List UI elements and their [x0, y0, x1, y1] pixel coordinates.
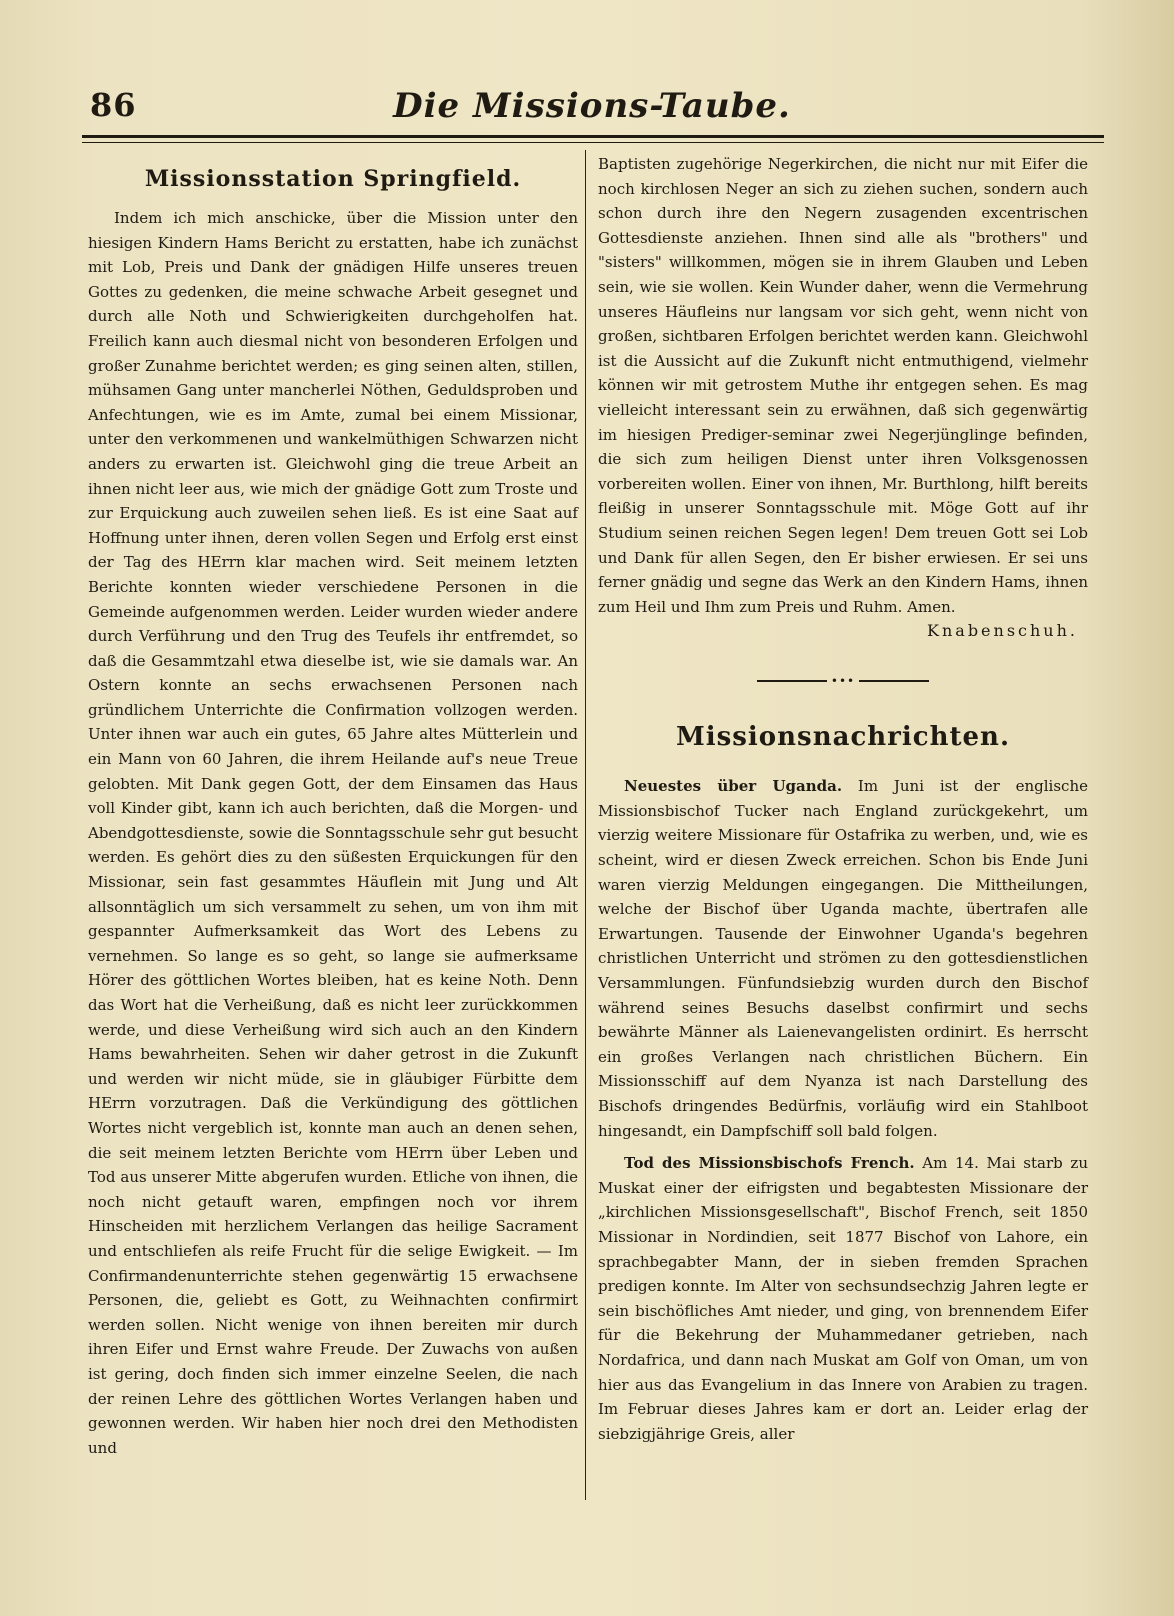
- section-ornament: [598, 674, 1088, 689]
- ornament-dots: •••: [830, 674, 856, 689]
- ornament-line-right: [859, 680, 929, 682]
- page-header: [82, 82, 1102, 130]
- news-item-heading: Neuestes über Uganda.: [624, 777, 843, 796]
- section-title-springfield: Missionsstation Springfield.: [144, 166, 522, 192]
- news-item-text: Am 14. Mai starb zu Muskat einer der eifrigsten und begabtesten Missionare der „kirchlichen Missionsgesellschaft", Bischof French, seit 1850 Missionar in Nordindien, seit 1877 Bischof von Lahore, ein sprachbegabter Mann, der in sieben fremden Sprachen predigen konnte. Im Alter von sechsundsechzig Jahren legte er sein bischöfliches Amt nieder, und ging, von brennendem Eifer für die Bekehrung der Muhammedaner getrieben, nach Nordafrica, und dann nach Muskat am Golf von Oman, um von hier aus das Evangelium in das Innere von Arabien zu tragen. Im Februar dieses Jahres kam er dort an. Leider erlag der siebzigjährige Greis, aller: [598, 1154, 1088, 1443]
- news-item: [598, 1151, 1088, 1446]
- continuation-paragraph: Baptisten zugehörige Negerkirchen, die nicht nur mit Eifer die noch kirchlosen Neger an sich zu ziehen suchen, sondern auch schon durch ihre den Negern zusagenden excentrischen Gottesdienste anziehen. Ihnen sind alle als "brothers" und "sisters" willkommen, mögen sie in ihrem Glauben und Leben sein, wie sie wollen. Kein Wunder daher, wenn die Vermehrung unseres Häufleins nur langsam vor sich geht, wenn nicht von großen, sichtbaren Erfolgen berichtet werden kann. Gleichwohl ist die Aussicht auf die Zukunft nicht entmuthigend, vielmehr können wir mit getrostem Muthe ihr entgegen sehen. Es mag vielleicht interessant sein zu erwähnen, daß sich gegenwärtig im hiesigen Prediger-seminar zwei Negerjünglinge befinden, die sich zum heiligen Dienst unter ihren Volksgenossen vorbereiten wollen. Einer von ihnen, Mr. Burthlong, hilft bereits fleißig in unserer Sonntagsschule mit. Möge Gott auf ihr Studium seinen reichen Segen legen! Dem treuen Gott sei Lob und Dank für allen Segen, den Er bisher erwiesen. Er sei uns ferner gnädig und segne das Werk an den Kindern Hams, ihnen zum Heil und Ihm zum Preis und Ruhm. Amen.: [598, 155, 1088, 616]
- column-divider: [585, 150, 586, 1500]
- news-item-text: Im Juni ist der englische Missionsbischof Tucker nach England zurückgekehrt, um vierzig weitere Missionare für Ostafrika zu werben, und, wie es scheint, wird er diesen Zweck erreichen. Schon bis Ende Juni waren vierzig Meldungen eingegangen. Die Mittheilungen, welche der Bischof über Uganda machte, übertrafen alle Erwartungen. Tausende der Einwohner Uganda's begehren christlichen Unterricht und strömen zu den gottesdienstlichen Versammlungen. Fünfundsiebzig wurden durch den Bischof während seines Besuchs daselbst confirmirt und sechs bewährte Männer als Laienevangelisten ordinirt. Es herrscht ein großes Verlangen nach christlichen Büchern. Ein Missionsschiff auf dem Nyanza ist nach Darstellung des Bischofs dringendes Bedürfnis, vorläufig wird ein Stahlboot hingesandt, ein Dampfschiff soll bald folgen.: [598, 777, 1088, 1140]
- section-title-news: Missionsnachrichten.: [676, 722, 1010, 753]
- page-number: 86: [90, 86, 137, 124]
- journal-title: Die Missions-Taube.: [393, 86, 791, 126]
- news-item-heading: Tod des Missionsbischofs French.: [624, 1154, 915, 1173]
- article-continuation: [598, 152, 1088, 619]
- article-springfield: [88, 206, 578, 1460]
- header-rule: [82, 135, 1104, 143]
- right-column: [598, 152, 1088, 1454]
- author-signature: Knabenschuh.: [927, 621, 1078, 641]
- news-item: [598, 774, 1088, 1143]
- news-items: [598, 774, 1088, 1446]
- left-column: [88, 152, 578, 1460]
- ornament-line-left: [757, 680, 827, 682]
- article-paragraph: Indem ich mich anschicke, über die Mission unter den hiesigen Kindern Hams Bericht zu erstatten, habe ich zunächst mit Lob, Preis und Dank der gnädigen Hilfe unseres treuen Gottes zu gedenken, die meine schwache Arbeit gesegnet und durch alle Noth und Schwierigkeiten durchgeholfen hat. Freilich kann auch diesmal nicht von besonderen Erfolgen und großer Zunahme berichtet werden; es ging seinen alten, stillen, mühsamen Gang unter mancherlei Nöthen, Geduldsproben und Anfechtungen, wie es im Amte, zumal bei einem Missionar, unter den verkommenen und wankelmüthigen Schwarzen nicht anders zu erwarten ist. Gleichwohl ging die treue Arbeit an ihnen nicht leer aus, wie mich der gnädige Gott zum Troste und zur Erquickung auch zuweilen sehen ließ. Es ist eine Saat auf Hoffnung unter ihnen, deren vollen Segen und Erfolg erst einst der Tag des HErrn klar machen wird. Seit meinem letzten Berichte konnten wieder verschiedene Personen in die Gemeinde aufgenommen werden. Leider wurden wieder andere durch Verführung und den Trug des Teufels ihr entfremdet, so daß die Gesammtzahl etwa dieselbe ist, wie sie damals war. An Ostern konnte an sechs erwachsenen Personen nach gründlichem Unterrichte die Confirmation vollzogen werden. Unter ihnen war auch ein gutes, 65 Jahre altes Mütterlein und ein Mann von 60 Jahren, die ihrem Heilande auf's neue Treue gelobten. Mit Dank gegen Gott, der dem Einsamen das Haus voll Kinder gibt, kann ich auch berichten, daß die Morgen- und Abendgottesdienste, sowie die Sonntagsschule sehr gut besucht werden. Es gehört dies zu den süßesten Erquickungen für den Missionar, sein fast gesammtes Häuflein mit Jung und Alt allsonntäglich um sich versammelt zu sehen, um von ihm mit gespannter Aufmerksamkeit das Wort des Lebens zu vernehmen. So lange es so geht, so lange sie aufmerksame Hörer des göttlichen Wortes bleiben, hat es keine Noth. Denn das Wort hat die Verheißung, daß es nicht leer zurückkommen werde, und diese Verheißung wird sich auch an den Kindern Hams bewahrheiten. Sehen wir daher getrost in die Zukunft und werden wir nicht müde, sie in gläubiger Fürbitte dem HErrn vorzutragen. Daß die Verkündigung des göttlichen Wortes nicht vergeblich ist, konnte man auch an denen sehen, die seit meinem letzten Berichte vom HErrn über Leben und Tod aus unserer Mitte abgerufen wurden. Etliche von ihnen, die noch nicht getauft waren, empfingen noch vor ihrem Hinscheiden mit herzlichem Verlangen das heilige Sacrament und entschliefen als reife Frucht für die selige Ewigkeit. — Im Confirmandenunterrichte stehen gegenwärtig 15 erwachsene Personen, die, geliebt es Gott, zu Weihnachten confirmirt werden sollen. Nicht wenige von ihnen bereiten mir durch ihren Eifer und Ernst wahre Freude. Der Zuwachs von außen ist gering, doch finden sich immer einzelne Seelen, die nach der reinen Lehre des göttlichen Wortes Verlangen haben und gewonnen werden. Wir haben hier noch drei den Methodisten und: [88, 209, 578, 1457]
